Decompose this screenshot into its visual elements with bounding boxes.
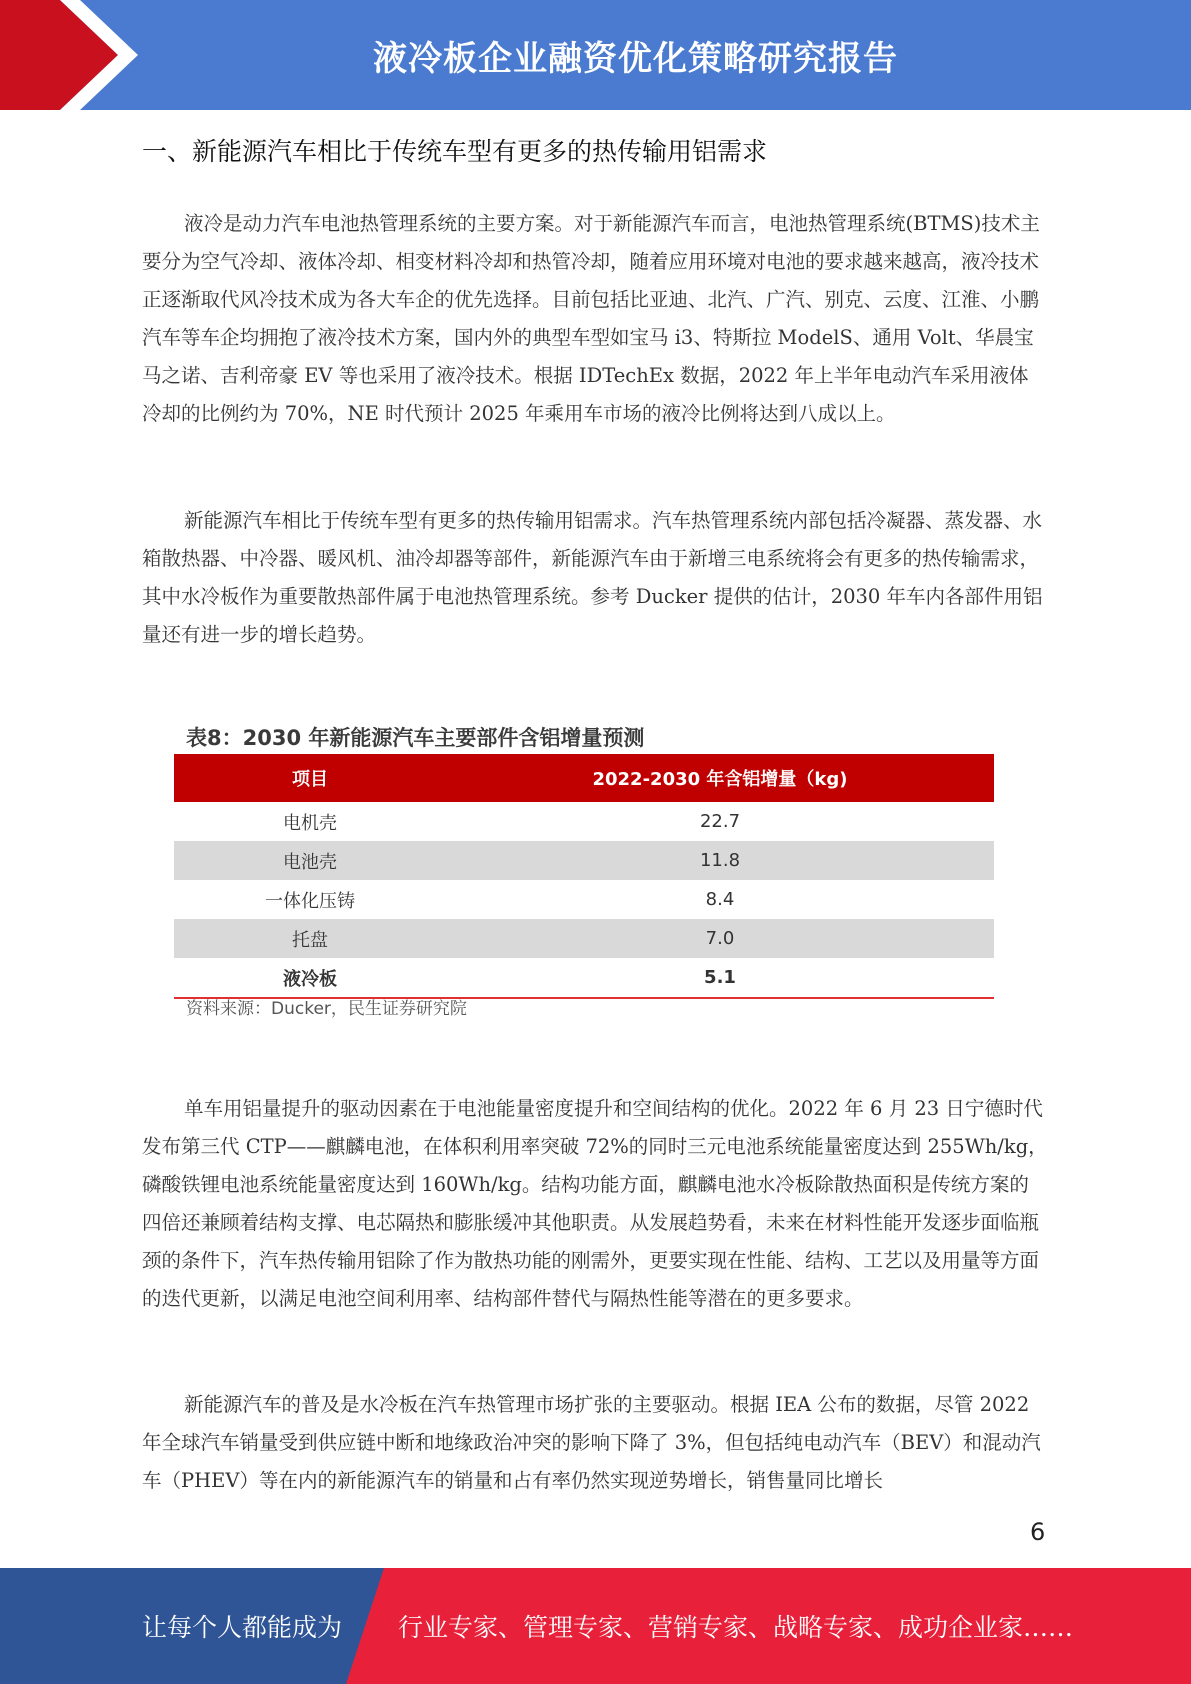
page-header [0, 0, 1191, 110]
table-cell-item: 一体化压铸 [265, 890, 355, 912]
aluminum-increment-table [174, 754, 994, 999]
table-header-row [174, 754, 994, 802]
table-row [174, 802, 994, 841]
table-cell-item: 电机壳 [283, 812, 337, 834]
header-arrow-icon [0, 0, 160, 110]
footer-slogan-left: 让每个人都能成为 [142, 1613, 343, 1642]
table-caption: 表8：2030 年新能源汽车主要部件含铝增量预测 [186, 726, 645, 750]
table-row [174, 841, 994, 880]
table-cell-value: 5.1 [446, 958, 994, 998]
page-footer [0, 1568, 1191, 1684]
table-cell-value: 7.0 [446, 919, 994, 958]
paragraph-4: 新能源汽车的普及是水冷板在汽车热管理市场扩张的主要驱动。根据 IEA 公布的数据，尽管 2022 年全球汽车销量受到供应链中断和地缘政治冲突的影响下降了 3%，但包括纯电动汽车（BEV）和混动汽车（PHEV）等在内的新能源汽车的销量和占有率仍然实现逆势增长，销售量同比增长 [142, 1393, 1041, 1492]
table-cell-value: 8.4 [705, 889, 735, 910]
table-source-note: 资料来源：Ducker，民生证券研究院 [186, 999, 467, 1019]
table-cell-item: 托盘 [174, 919, 446, 958]
table-cell-item: 电池壳 [174, 841, 446, 880]
footer-slogan-right: 行业专家、管理专家、营销专家、战略专家、成功企业家…… [398, 1613, 1074, 1642]
table-cell-value: 22.7 [699, 811, 741, 832]
table-cell-value: 11.8 [446, 841, 994, 880]
table-cell-item: 液冷板 [174, 958, 446, 998]
section-heading: 一、新能源汽车相比于传统车型有更多的热传输用铝需求 [142, 137, 768, 166]
paragraph-2: 新能源汽车相比于传统车型有更多的热传输用铝需求。汽车热管理系统内部包括冷凝器、蒸发器、水箱散热器、中冷器、暖风机、油冷却器等部件，新能源汽车由于新增三电系统将会有更多的热传输需求，其中水冷板作为重要散热部件属于电池热管理系统。参考 Ducker 提供的估计，2030 年车内各部件用铝量还有进一步的增长趋势。 [142, 509, 1043, 646]
page-number: 6 [1030, 1518, 1046, 1546]
table-header-value: 2022-2030 年含铝增量（kg) [446, 754, 994, 802]
table-row [174, 919, 994, 958]
paragraph-3: 单车用铝量提升的驱动因素在于电池能量密度提升和空间结构的优化。2022 年 6 月 23 日宁德时代发布第三代 CTP——麒麟电池，在体积利用率突破 72%的同时三元电池系统能量密度达到 255Wh/kg，磷酸铁锂电池系统能量密度达到 160Wh/kg。结构功能方面，麒麟电池水冷板除散热面积是传统方案的四倍还兼顾着结构支撑、电芯隔热和膨胀缓冲其他职责。从发展趋势看，未来在材料性能开发逐步面临瓶颈的条件下，汽车热传输用铝除了作为散热功能的刚需外，更要实现在性能、结构、工艺以及用量等方面的迭代更新，以满足电池空间利用率、结构部件替代与隔热性能等潜在的更多要求。 [142, 1097, 1048, 1310]
table-header-item: 项目 [174, 754, 446, 802]
table-row [174, 958, 994, 998]
table-row [174, 880, 994, 919]
paragraph-1: 液冷是动力汽车电池热管理系统的主要方案。对于新能源汽车而言，电池热管理系统(BTMS)技术主要分为空气冷却、液体冷却、相变材料冷却和热管冷却，随着应用环境对电池的要求越来越高，液冷技术正逐渐取代风冷技术成为各大车企的优先选择。目前包括比亚迪、北汽、广汽、别克、云度、江淮、小鹏汽车等车企均拥抱了液冷技术方案，国内外的典型车型如宝马 i3、特斯拉 ModelS、通用 Volt、华晨宝马之诺、吉利帝豪 EV 等也采用了液冷技术。根据 IDTechEx 数据，2022 年上半年电动汽车采用液体冷却的比例约为 70%，NE 时代预计 2025 年乘用车市场的液冷比例将达到八成以上。 [142, 212, 1040, 425]
report-title: 液冷板企业融资优化策略研究报告 [373, 38, 898, 79]
